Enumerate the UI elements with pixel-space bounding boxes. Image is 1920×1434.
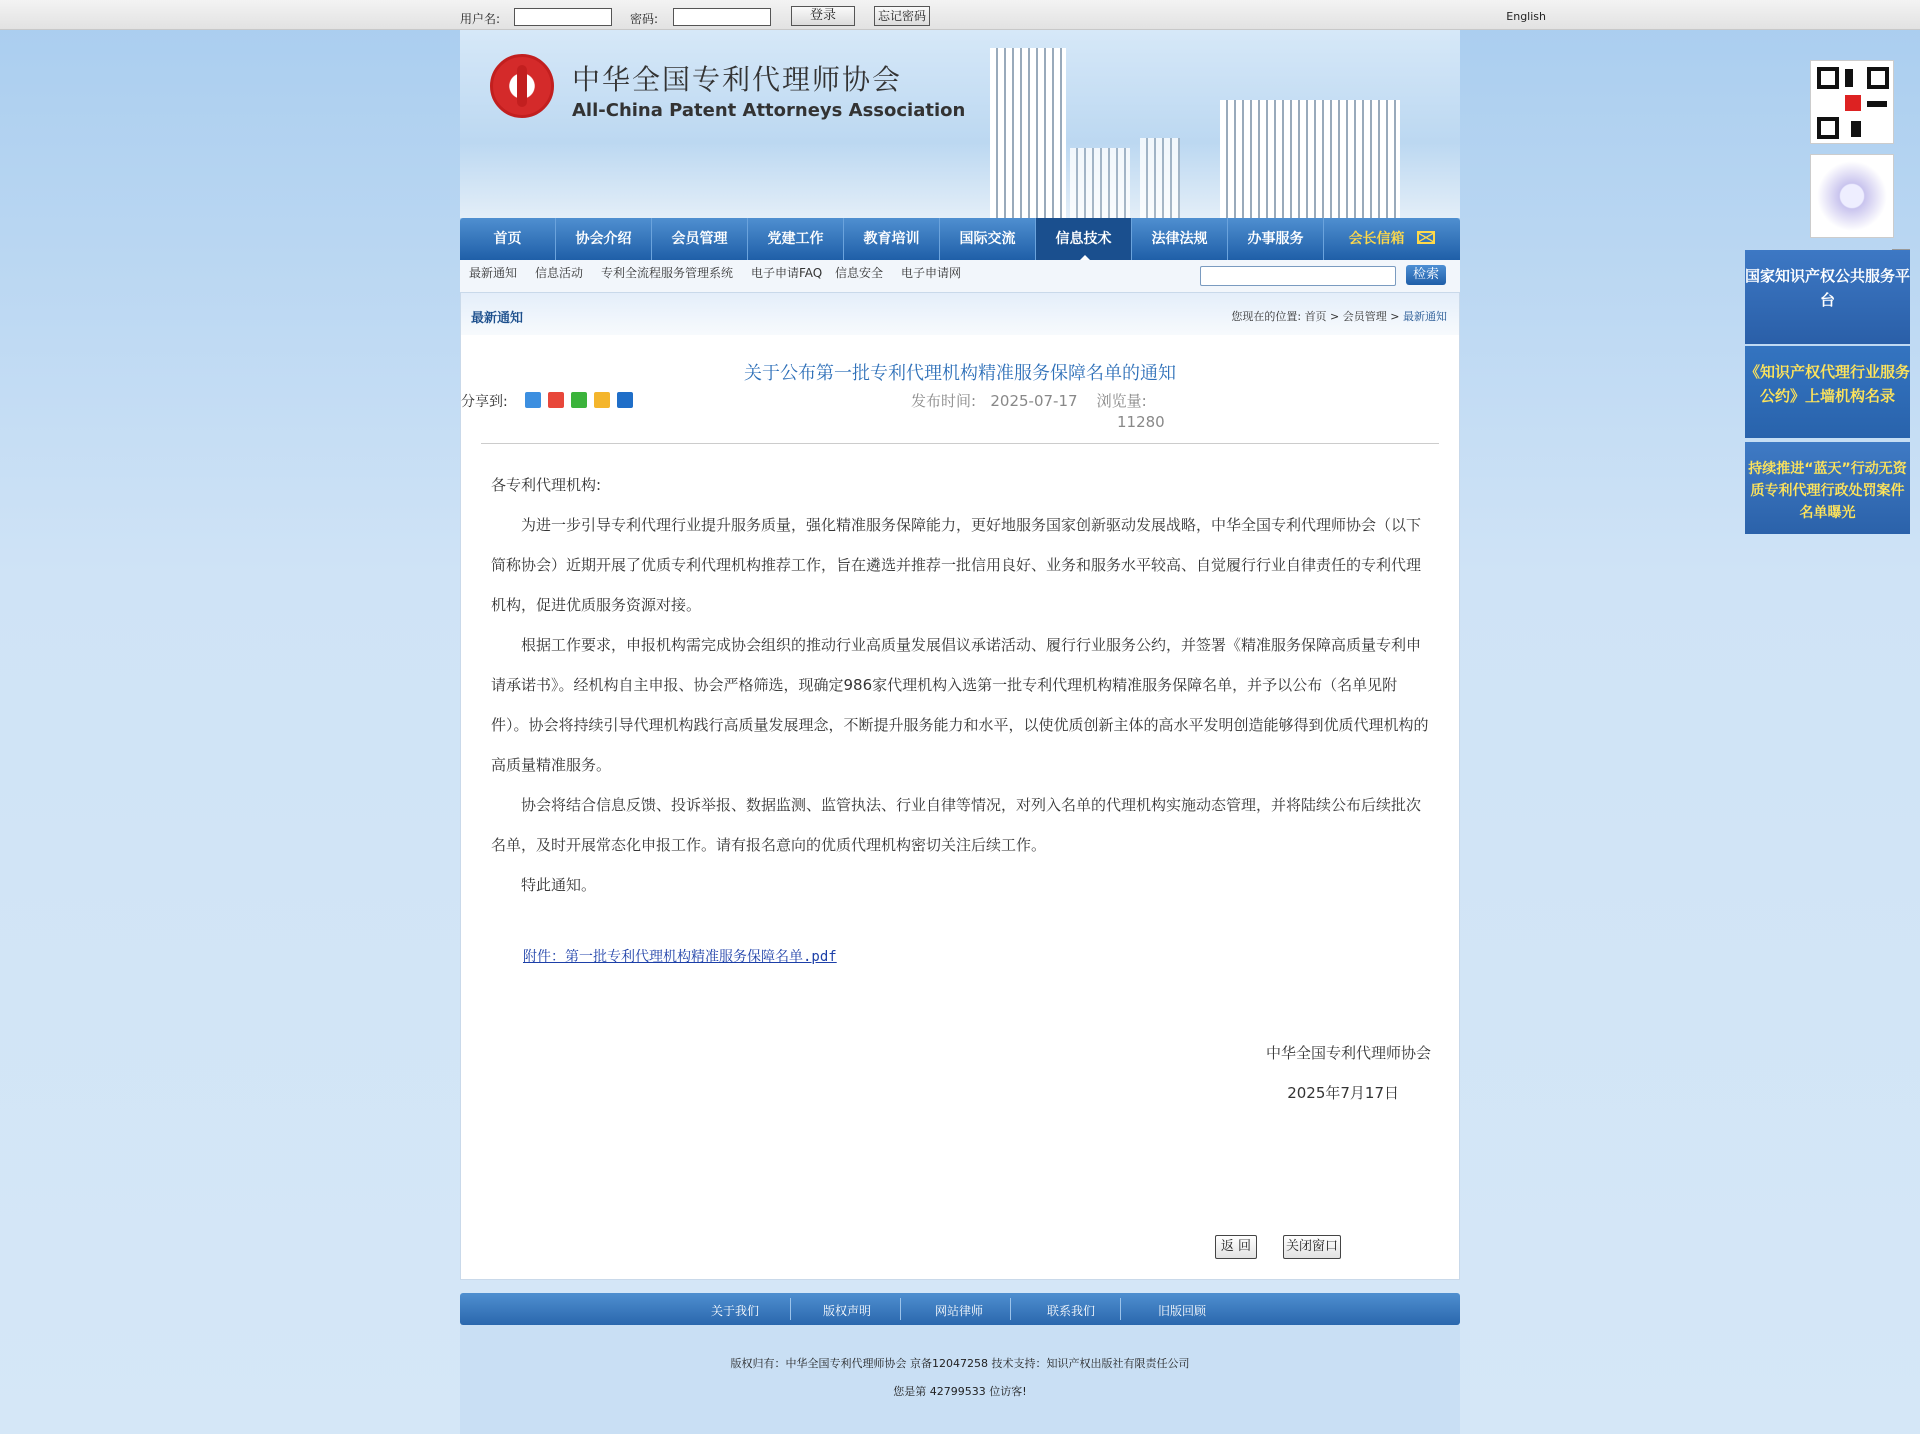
nav-party[interactable]: 党建工作 [748, 218, 844, 260]
nav-mailbox-label: 会长信箱 [1348, 231, 1405, 247]
footer-separator [1010, 1298, 1011, 1320]
site-banner [460, 30, 1460, 218]
forgot-password-button[interactable]: 忘记密码 [874, 6, 930, 26]
footer-about[interactable]: 关于我们 [711, 1304, 760, 1318]
footer-copyright[interactable]: 版权声明 [823, 1304, 872, 1318]
site-title-cn: 中华全国专利代理师协会 [572, 63, 903, 96]
footer-nav [460, 1293, 1460, 1325]
signature-org: 中华全国专利代理师协会 [1265, 1044, 1431, 1062]
envelope-icon [1417, 231, 1435, 244]
section-title: 最新通知 [471, 311, 524, 326]
main-nav [460, 218, 1460, 260]
paragraph: 协会将结合信息反馈、投诉举报、数据监测、监管执法、行业自律等情况，对列入名单的代理机构实施动态管理，并将陆续公布后续批次名单，及时开展常态化申报工作。请有报名意向的优质代理机构密切关注后续工作。 [491, 796, 1422, 854]
password-label: 密码: [630, 12, 659, 26]
breadcrumb-members[interactable]: 会员管理 [1342, 310, 1387, 323]
nav-laws[interactable]: 法律法规 [1132, 218, 1228, 260]
breadcrumb-current[interactable]: 最新通知 [1403, 310, 1447, 323]
publish-date: 2025-07-17 [990, 392, 1078, 410]
mini-program-code-icon [1810, 154, 1894, 238]
username-input[interactable] [514, 8, 612, 26]
copyright-text: 版权归有：中华全国专利代理师协会 京备12047258 技术支持：知识产权出版社有限责任公司 [730, 1357, 1190, 1370]
side-ad-service-convention[interactable]: 《知识产权代理行业服务公约》上墙机构名录 [1745, 346, 1910, 438]
share-qzone-icon[interactable] [594, 392, 610, 408]
password-input[interactable] [673, 8, 771, 26]
subnav-patent-system[interactable]: 专利全流程服务管理系统 [601, 266, 734, 280]
attachment-link[interactable]: 附件：第一批专利代理机构精准服务保障名单.pdf [523, 949, 837, 965]
nav-president-mailbox[interactable] [1324, 218, 1460, 260]
share-weibo-icon[interactable] [548, 392, 564, 408]
section-header [461, 293, 1459, 335]
nav-home[interactable]: 首页 [460, 218, 556, 260]
footer-separator [790, 1298, 791, 1320]
footer-lawyer[interactable]: 网站律师 [935, 1304, 984, 1318]
share-renren-icon[interactable] [617, 392, 633, 408]
close-window-button[interactable]: 关闭窗口 [1283, 1235, 1341, 1259]
breadcrumb: 您现在的位置: 首页 > 会员管理 > 最新通知 [1231, 310, 1447, 323]
article-panel [460, 292, 1460, 1280]
breadcrumb-home[interactable]: 首页 [1304, 310, 1327, 323]
nav-about[interactable]: 协会介绍 [556, 218, 652, 260]
nav-international[interactable]: 国际交流 [940, 218, 1036, 260]
site-title-en: All-China Patent Attorneys Association [572, 100, 966, 121]
nav-members[interactable]: 会员管理 [652, 218, 748, 260]
username-label: 用户名: [460, 12, 501, 26]
sub-nav [460, 260, 1460, 292]
footer-separator [900, 1298, 901, 1320]
views-label: 浏览量: [1096, 392, 1147, 410]
nav-services[interactable]: 办事服务 [1228, 218, 1324, 260]
article-body [491, 465, 1431, 905]
search-input[interactable] [1200, 266, 1396, 286]
share-label: 分享到: [461, 394, 508, 410]
paragraph: 为进一步引导专利代理行业提升服务质量，强化精准服务保障能力，更好地服务国家创新驱动发展战略，中华全国专利代理师协会（以下简称协会）近期开展了优质专利代理机构推荐工作，旨在遴选并推荐一批信用良好、业务和服务水平较高、自觉履行行业自律责任的专利代理机构，促进优质服务资源对接。 [491, 516, 1422, 614]
building-illustration [1070, 148, 1130, 218]
side-ad-ip-platform[interactable]: 国家知识产权公共服务平台 [1745, 250, 1910, 344]
subnav-latest[interactable]: 最新通知 [469, 266, 518, 280]
share-wechat-icon[interactable] [571, 392, 587, 408]
subnav-e-filing[interactable]: 电子申请网 [901, 266, 962, 280]
login-button[interactable]: 登录 [791, 6, 855, 26]
signature-date: 2025年7月17日 [1287, 1084, 1399, 1102]
subnav-activities[interactable]: 信息活动 [535, 266, 584, 280]
article-meta [911, 391, 1165, 433]
views-count: 11280 [1117, 413, 1165, 431]
side-ad-blue-sky[interactable]: 持续推进“蓝天”行动无资质专利代理行政处罚案件名单曝光 [1745, 442, 1910, 534]
subnav-faq[interactable]: 电子申请FAQ [751, 266, 823, 280]
article-title: 关于公布第一批专利代理机构精准服务保障名单的通知 [744, 363, 1176, 384]
footer-separator [1120, 1298, 1121, 1320]
login-bar [0, 0, 1920, 30]
publish-label: 发布时间: [911, 392, 977, 410]
breadcrumb-prefix: 您现在的位置: [1231, 310, 1302, 323]
association-logo-icon [490, 54, 554, 118]
footer-contact[interactable]: 联系我们 [1047, 1304, 1096, 1318]
qr-code-icon [1810, 60, 1894, 144]
greeting: 各专利代理机构: [491, 476, 602, 494]
nav-it[interactable]: 信息技术 [1036, 218, 1132, 260]
nav-education[interactable]: 教育培训 [844, 218, 940, 260]
subnav-security[interactable]: 信息安全 [835, 266, 884, 280]
paragraph: 根据工作要求，申报机构需完成协会组织的推动行业高质量发展倡议承诺活动、履行行业服务公约，并签署《精准服务保障高质量专利申请承诺书》。经机构自主申报、协会严格筛选，现确定986家代理机构入选第一批专利代理机构精准服务保障名单，并予以公布（名单见附件）。协会将持续引导代理机构践行高质量发展理念，不断提升服务能力和水平，以使优质创新主体的高水平发明创造能够得到优质代理机构的高质量精准服务。 [491, 636, 1429, 774]
english-link[interactable]: English [1506, 10, 1546, 23]
signature [1266, 1033, 1431, 1113]
share-more-icon[interactable] [525, 392, 541, 408]
back-button[interactable]: 返 回 [1215, 1235, 1257, 1259]
footer-old-version[interactable]: 旧版回顾 [1158, 1304, 1207, 1318]
site-footer [460, 1325, 1460, 1434]
divider [481, 443, 1439, 444]
building-illustration [1220, 100, 1400, 218]
paragraph: 特此通知。 [521, 876, 597, 894]
search-button[interactable]: 检索 [1406, 265, 1446, 285]
visitor-counter: 您是第 42799533 位访客! [893, 1385, 1027, 1398]
building-illustration [990, 48, 1066, 218]
building-illustration [1140, 138, 1180, 218]
